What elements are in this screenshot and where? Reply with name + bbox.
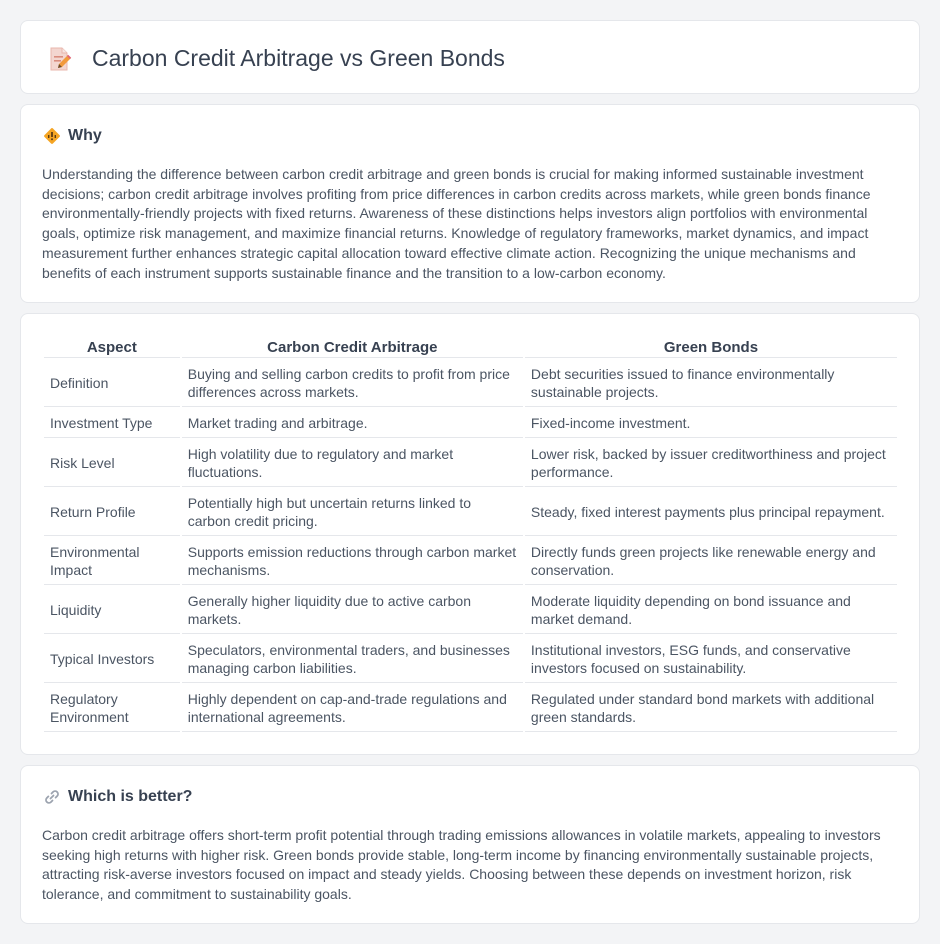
- table-row: [44, 538, 897, 585]
- table-row: [44, 685, 897, 732]
- which-is-better-card: [20, 765, 920, 924]
- comparison-card: [20, 313, 920, 755]
- carbon-cell: Potentially high but uncertain returns linked to carbon credit pricing.: [182, 489, 523, 536]
- bonds-cell: Debt securities issued to finance environmentally sustainable projects.: [525, 360, 897, 407]
- aspect-cell: Risk Level: [44, 440, 180, 487]
- carbon-cell: Speculators, environmental traders, and businesses managing carbon liabilities.: [182, 636, 523, 683]
- carbon-cell: Generally higher liquidity due to active carbon markets.: [182, 587, 523, 634]
- aspect-cell: Typical Investors: [44, 636, 180, 683]
- why-text: Understanding the difference between carbon credit arbitrage and green bonds is crucial for making informed sustainable investment decisions; carbon credit arbitrage involves profiting from price differences in carbon credits across markets, while green bonds finance environmentally-friendly projects with fixed returns. Awareness of these distinctions helps investors align portfolios with environmental goals, optimize risk management, and maximize financial returns. Knowledge of regulatory frameworks, market dynamics, and impact measurement further enhances strategic capital allocation toward effective climate action. Recognizing the unique mechanisms and benefits of each instrument supports sustainable finance and the transition to a low-carbon economy.: [42, 166, 871, 281]
- bonds-cell: Lower risk, backed by issuer creditworthiness and project performance.: [525, 440, 897, 487]
- table-row: [44, 489, 897, 536]
- carbon-cell: High volatility due to regulatory and market fluctuations.: [182, 440, 523, 487]
- table-header-row: [44, 336, 897, 358]
- aspect-cell: Investment Type: [44, 409, 180, 438]
- why-heading-row: [43, 127, 102, 145]
- table-row: [44, 360, 897, 407]
- carbon-cell: Highly dependent on cap-and-trade regulations and international agreements.: [182, 685, 523, 732]
- bonds-cell: Steady, fixed interest payments plus principal repayment.: [525, 489, 897, 536]
- carbon-cell: Supports emission reductions through carbon market mechanisms.: [182, 538, 523, 585]
- link-icon: [43, 788, 61, 806]
- table-row: [44, 636, 897, 683]
- bonds-cell: Regulated under standard bond markets with additional green standards.: [525, 685, 897, 732]
- aspect-cell: Liquidity: [44, 587, 180, 634]
- aspect-cell: Regulatory Environment: [44, 685, 180, 732]
- carbon-cell: Buying and selling carbon credits to profit from price differences across markets.: [182, 360, 523, 407]
- diamond-sign-icon: [43, 127, 61, 145]
- why-heading: Why: [68, 127, 102, 144]
- better-heading-row: [43, 788, 192, 806]
- better-text: Carbon credit arbitrage offers short-term profit potential through trading emissions allowances in volatile markets, appealing to investors seeking high returns with higher risk. Green bonds provide stable, long-term income by financing environmentally sustainable projects, attracting risk-averse investors focused on impact and steady yields. Choosing between these depends on investment horizon, risk tolerance, and commitment to sustainability goals.: [42, 827, 881, 903]
- better-heading: Which is better?: [68, 788, 193, 805]
- page-title: Carbon Credit Arbitrage vs Green Bonds: [92, 45, 505, 71]
- aspect-cell: Return Profile: [44, 489, 180, 536]
- carbon-cell: Market trading and arbitrage.: [182, 409, 523, 438]
- header-carbon-credit-arbitrage: Carbon Credit Arbitrage: [182, 336, 523, 358]
- bonds-cell: Moderate liquidity depending on bond issuance and market demand.: [525, 587, 897, 634]
- table-row: [44, 409, 897, 438]
- header-aspect: Aspect: [44, 336, 180, 358]
- title-card: [20, 20, 920, 94]
- aspect-cell: Environmental Impact: [44, 538, 180, 585]
- table-row: [44, 440, 897, 487]
- bonds-cell: Fixed-income investment.: [525, 409, 897, 438]
- comparison-table: [42, 334, 899, 734]
- bonds-cell: Directly funds green projects like renewable energy and conservation.: [525, 538, 897, 585]
- document-edit-icon: [46, 46, 72, 72]
- title-row: [46, 45, 505, 72]
- header-green-bonds: Green Bonds: [525, 336, 897, 358]
- table-row: [44, 587, 897, 634]
- aspect-cell: Definition: [44, 360, 180, 407]
- why-card: [20, 104, 920, 303]
- bonds-cell: Institutional investors, ESG funds, and conservative investors focused on sustainability.: [525, 636, 897, 683]
